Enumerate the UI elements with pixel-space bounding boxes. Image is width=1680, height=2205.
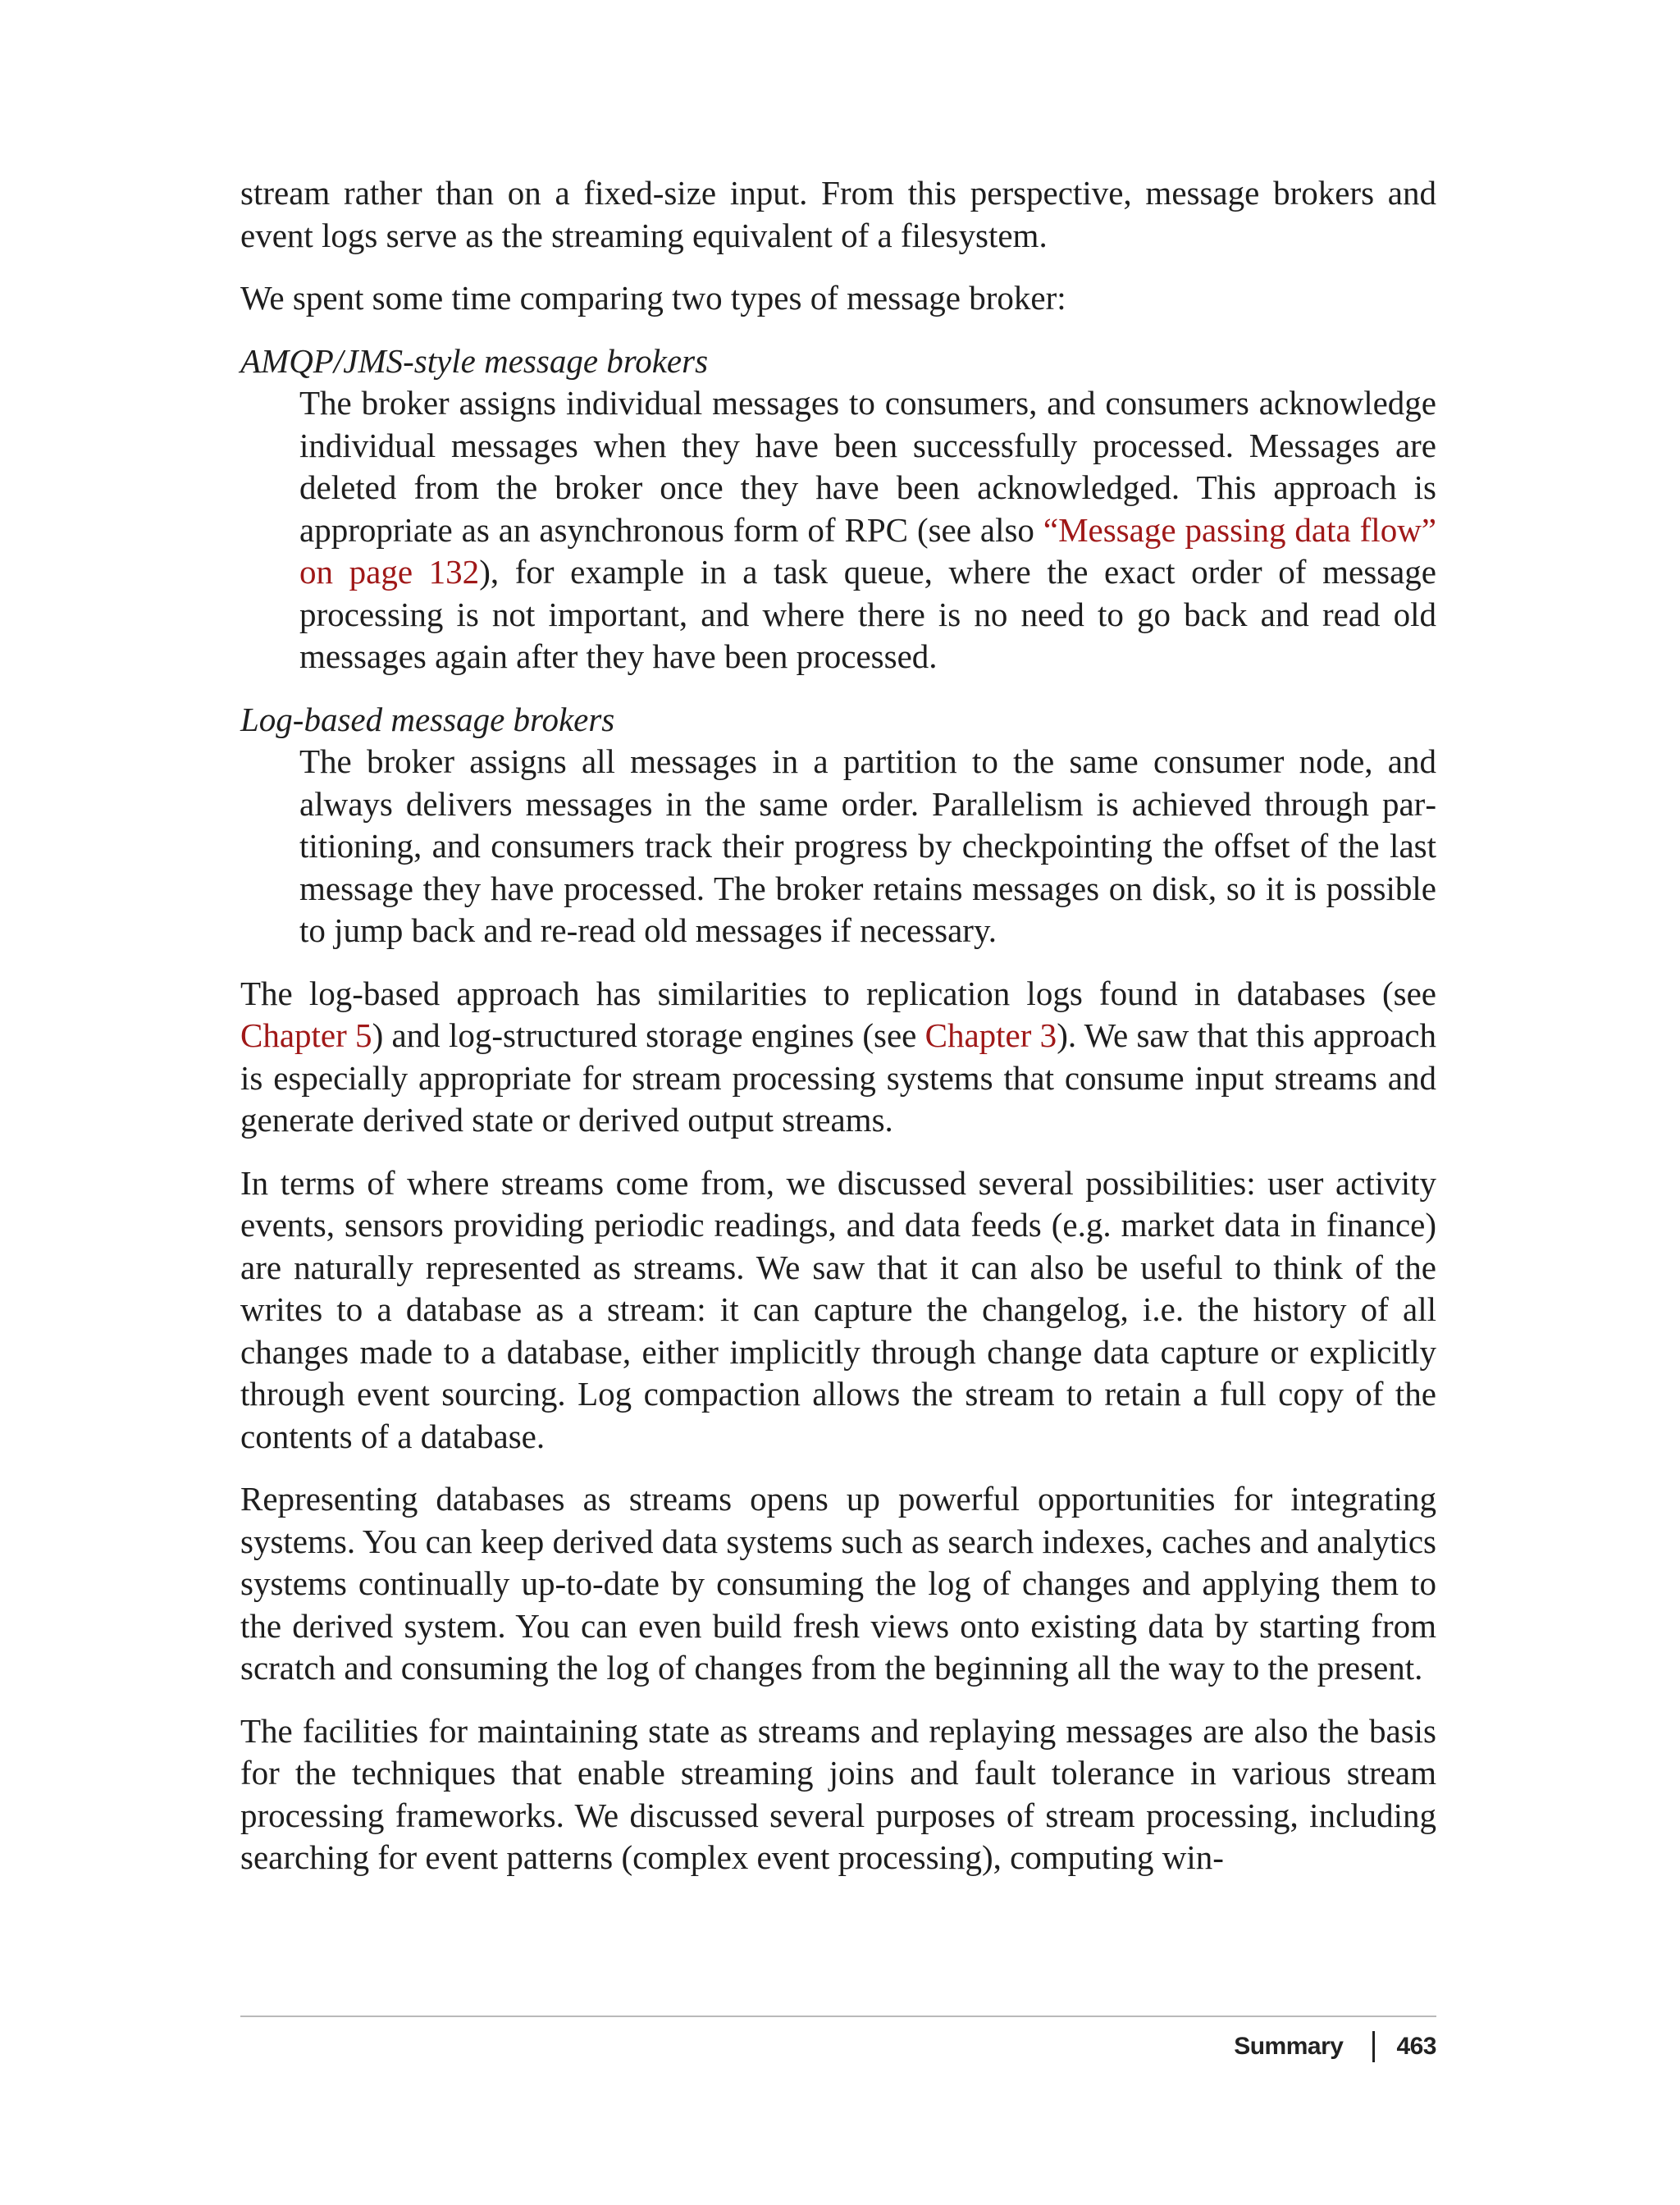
paragraph-broker-types: We spent some time comparing two types of message broker: [240, 279, 1066, 317]
paragraph-stream-intro: stream rather than on a fixed-size input. From this perspective, message brokers and event logs serve as the streaming equivalent of a filesystem. [240, 174, 1436, 254]
page-body [240, 172, 1436, 1900]
paragraph-text: ) and log-structured storage engines (see [372, 1016, 925, 1054]
page-footer [1234, 2031, 1436, 2062]
footer-divider [240, 2016, 1436, 2017]
term-log-based-brokers: Log-based message brokers [240, 700, 615, 738]
paragraph-stream-processing-purposes: The facilities for maintaining state as streams and replaying messages are also the basis for the techniques that enable streaming joins and fault tolerance in various stream processing frameworks. We discussed several purposes of stream processing, including searching for event patterns (complex event processing), computing win- [240, 1711, 1436, 1876]
term-amqp-jms-brokers: AMQP/JMS-style message brokers [240, 341, 709, 380]
footer-section-title: Summary [1234, 2033, 1344, 2060]
page-number: 463 [1396, 2033, 1436, 2060]
definition-log-based-brokers: The broker assigns all messages in a partition to the same consumer node, and always delivers messages in the same order. Parallelism is achieved through partitioning, and consumers track their progress by checkpointing the offset of the last message they have processed. The broker retains messages on disk, so it is possible to jump back and re-read old messages if necessary. [299, 742, 1436, 949]
paragraph-databases-as-streams: Representing databases as streams opens up powerful opportunities for integrating systems. You can keep derived data systems such as search indexes, caches and analytics systems continually up-to-date by consuming the log of changes and applying them to the derived system. You can even build fresh views onto existing data by starting from scratch and consuming the log of changes from the beginning all the way to the present. [240, 1480, 1436, 1687]
definition-amqp-jms-brokers [299, 382, 1436, 678]
paragraph-text: ). We saw that this approach is especially appropriate for stream processing systems that consume input streams and generate derived state or derived output streams. [240, 1016, 1436, 1139]
link-chapter-5[interactable]: Chapter 5 [240, 1016, 372, 1054]
paragraph-stream-sources: In terms of where streams come from, we discussed several possibilities: user activity events, sensors providing periodic readings, and data feeds (e.g. market data in finance) are naturally represented as streams. We saw that it can also be useful to think of the writes to a database as a stream: it can capture the changelog, i.e. the history of all changes made to a database, either implicitly through change data capture or explicitly through event sourcing. Log compaction allows the stream to retain a full copy of the contents of a database. [240, 1163, 1436, 1455]
footer-separator [1372, 2031, 1375, 2062]
link-chapter-3[interactable]: Chapter 3 [924, 1016, 1057, 1054]
definition-text: ), for example in a task queue, where the exact order of message processing is not important, and where there is no need to go back and read old messages again after they have been processed. [299, 553, 1436, 675]
paragraph-text: The log-based approach has similarities to replication logs found in databases (see [240, 974, 1436, 1012]
link-message-passing-data-flow[interactable]: “Message passing data flow” on page 132 [299, 510, 1436, 591]
paragraph-log-based-approach [240, 973, 1436, 1142]
broker-definition-list [240, 340, 1436, 952]
definition-text: The broker assigns individual messages to consumers, and consumers acknowledge individual messages when they have been successfully processed. Messages are deleted from the broker once they have been acknowledged. This approach is appropriate as an asynchronous form of RPC (see also [299, 384, 1436, 549]
